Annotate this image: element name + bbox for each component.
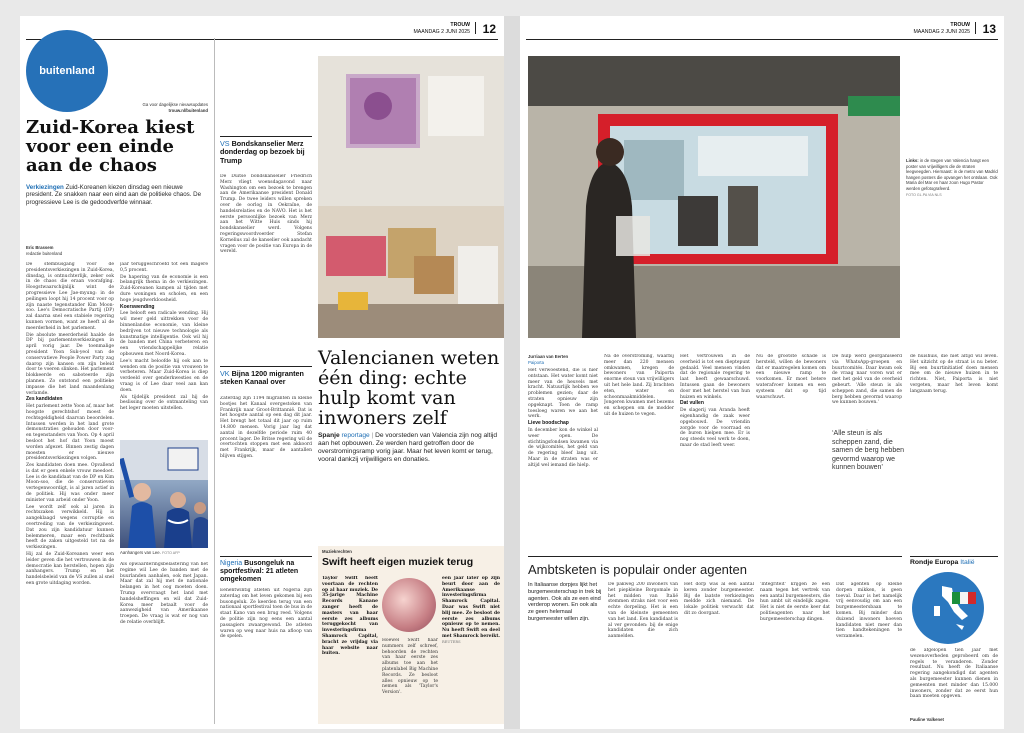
intro-label: Verkiezingen: [26, 184, 64, 191]
subheading: Koerswending: [120, 303, 155, 310]
supporters-illustration: [120, 440, 208, 548]
brief3-title: Busongeluk na sportfestival: 21 atleten omgekomen: [220, 560, 299, 584]
caption-text: Aanhangers van Lee.: [120, 550, 161, 555]
body-paragraph: Lee belooft een radicale wending. Hij wil meer geld uittrekken voor de binnenlandse economie, van kleine bedrijven tot nieuwe technologie als kunstmatige intelligentie. Ook wil hij de banden met China verbeteren en een vriendschappelijke relatie opbouwen met Noord-Korea.: [120, 311, 208, 357]
music-credit: REUTERS: [442, 639, 461, 644]
page-number: 12: [482, 22, 496, 36]
body-paragraph: Het verwoestend, die is hier ontstaan. Het water komt niet meer van de heuvels met kracht. Natuurlijk hebben we problemen gezien; daar de straten opnieuw zijn opgeknapt. Toen de ramp toesloeg waren we aan het werk.: [528, 368, 598, 420]
section-tagline: [116, 102, 208, 113]
brief3-kicker: Nigeria: [220, 560, 243, 567]
caption-text: in de stegen van Valencia hangt een poster van vrijwilligers die de straten leegveegden. Hiernaast: in de metro van Madrid hangen posters die opvangen het ontslaan. Ook Maria del Mar en haar zoon Hugo Pastor werden gefotografeerd.: [906, 158, 998, 191]
subheading: Zes kandidaten: [26, 396, 63, 403]
subheading: Dat vullen: [680, 400, 704, 407]
feature-kicker: Spanje: [318, 432, 340, 439]
intro-text: Zuid-Koreanen kiezen dinsdag een nieuwe president. Ze snakken naar een eind aan de politieke chaos. De progressieve Lee is de gedoodverfde winnaar.: [26, 184, 202, 206]
metro-photo-caption: [906, 158, 998, 199]
music-headline: Swift heeft eigen muziek terug: [322, 556, 474, 568]
body-paragraph: De stembusgang voor de presidentsverkiezingen in Zuid-Korea, dinsdag, is ontnuchterlijk, zeker ook in de chaos die eraan voorafging. Hoogstwaarschijnlijk wint de progressieve Lee Jae-myung: in de peilingen loopt hij 14 procent voor op zijn naaste tegenstander Kim Moon-soo. Lee's Democratische Partij (DP) zal daarna snel een stabiele regering kunnen vormen, want ze heeft al de meerderheid in het parlement.: [26, 262, 114, 331]
brief1-body: De Duitse bondskanselier Friedrich Merz vliegt woensdagavond naar Washington om een bezoek te brengen aan de Amerikaanse president Donald Trump. De twee leiders willen spreken over de oorlog in Oekraïne, de handelsrelaties en de NAVO. Het is het eerste persoonlijke bezoek van Merz aan het Witte Huis sinds hij bondskanselier werd. Volgens regeringswoordvoerder Stefan Kornelius zal de kanselier ook aandacht vragen voor de positie van Europa in de wereld.: [220, 174, 312, 255]
right-page: [520, 16, 1004, 729]
lead-body-col1: [26, 262, 114, 724]
section-link[interactable]: trouw.nl/buitenland: [168, 107, 208, 113]
ambt-standfirst: In Italiaanse dorpjes lijkt het burgemeesterschap in trek bij agenten. Ook als ze een eind verderop wonen. En ook als ze geen helemaal burgemeester willen zijn.: [528, 582, 602, 622]
author-name: Eric Brassem: [26, 245, 54, 250]
issue-date: MAANDAG 2 JUNI 2025: [413, 28, 470, 35]
body-paragraph: Die absolute meerderheid haalde de DP bij parlementsverkiezingen in april vorig jaar. De toenmalige president Yoon Suk-yeol van de conservatieve People Power Party zag daarop zijn kansen om zijn beleid door te voeren slinken. Het parlement blokkeerde en saboteerde zijn plannen. Zo ontstond een politieke impasse die het land maandenlang verlamde.: [26, 332, 114, 396]
feature-col2: Na de overstroming, waarbij meer dan 220 mensen omkwamen, kregen de bewoners van Paiporta enorme steun van vrijwilligers uit het hele land. Zij brachten eten, water en schoonmaakmiddelen. Jongeren kwamen met bezems en scheppen om de modder uit de huizen te vegen.: [604, 354, 674, 417]
metro-station-illustration: [528, 56, 900, 338]
feature-col1: [528, 368, 598, 548]
spread-gutter: [504, 16, 520, 729]
ambt-col2: Het dorp was al een aantal keren zonder burgemeester. Bij de laatste verkiezingen meldde zich niemand. De lokale politiek verwacht dat dit zo doorgaat.: [684, 582, 754, 616]
lead-photo-caption: [120, 550, 208, 557]
music-col3: [442, 576, 500, 720]
feature-col5: De hulp werd georganiseerd via WhatsApp-groepen en buurtcomités. Daar kwam ook de vraag naar voren wat er met het geld van de overheid gebeurt. 'Alle steun is als scheppen zand, die samen de berg hebben gevormd waarop we kunnen bouwen.': [832, 354, 902, 406]
header-meta: [413, 22, 470, 35]
brief1-headline: [220, 140, 312, 165]
brief1-kicker: VS: [220, 139, 230, 148]
metro-photo: [528, 56, 900, 338]
rondje-label: Rondje Europa: [910, 559, 959, 566]
brief2-title: Bijna 1200 migranten steken Kanaal over: [220, 369, 304, 387]
ambt-headline: Ambtsketen is populair onder agenten: [528, 562, 747, 577]
page-header: [26, 22, 498, 40]
lead-photo: [120, 440, 208, 548]
lead-body-col2: [120, 262, 208, 434]
body-paragraph: Lee's macht beloofde hij ook aan te wenden om de positie van vrouwen te verbeteren. Maar Zuid-Korea is diep verdeeld over genderkwesties en de vraag is of Lee daar veel aan kan doen.: [120, 358, 208, 393]
photo-credit: FOTO AFP: [162, 551, 180, 555]
rondje-country: Italië: [960, 559, 975, 566]
feature-col3: [680, 354, 750, 548]
tagline-text: Ga voor dagelijkse nieuwsupdates: [142, 102, 208, 107]
valencia-shop-illustration: [318, 56, 504, 338]
photo-credit: FOTO GL.PA VIA NLS: [906, 193, 942, 197]
brief2-kicker: VK: [220, 369, 230, 378]
lead-headline: Zuid-Korea kiest voor een einde aan de chaos: [26, 117, 195, 176]
section-badge-label: buitenland: [39, 65, 95, 77]
feature-standfirst: Spanje reportage | De voorsteden van Valencia zijn nog altijd aan het opbouwen. Ze werden hard getroffen door de overstromingsramp vorig jaar. Maar het leven komt er terug, vooral dankzij vrijwilligers en donaties.: [318, 432, 498, 463]
italy-map-icon: [912, 572, 984, 644]
page-number: 13: [982, 22, 996, 36]
music-label: Muziekrechten: [322, 549, 352, 554]
feature-col4: Nu de grootste schade is hersteld, willen de bewoners dat er maatregelen komen om een nieuwe ramp te voorkomen. Er moet betere waterafvoer komen en een systeem dat op tijd waarschuwt.: [756, 354, 826, 400]
caption-label: Links:: [906, 158, 919, 163]
page-header: [526, 22, 998, 40]
italy-map-badge: [912, 572, 984, 644]
body-paragraph: De hapering van de economie is een belangrijk thema in de verkiezingen. Zuid-Koreanen kampen al tijden met dure woningen en scholen, en een hoge jeugdwerkloosheid.: [120, 274, 208, 303]
valencia-photo-left: [318, 56, 504, 338]
body-paragraph: Het parlement zette Yoon af, maar het hoogste gerechtshof moest de rechtsgeldigheid daarvan beoordelen. Intussen werden in het land grote demonstraties gehouden door voor- en tegenstanders van Yoon. Op 4 april besloot het hof dat Yoon moest worden afgezet. Binnen zestig dagen moesten er nieuwe presidentsverkiezingen volgen.: [26, 404, 114, 462]
section-badge: [26, 30, 108, 112]
ambt-col3: 'Integriteit' krijgen ze een naam tegen het vertrek van een aantal burgemeesters, die hun ambt uit eindelijk zagen. Het is niet de eerste keer dat politieagenten naar het burgemeesterschap dingen.: [760, 582, 830, 622]
paper-name: TROUW: [450, 22, 470, 28]
paper-name: TROUW: [950, 22, 970, 28]
swift-photo: [382, 578, 436, 632]
body-paragraph: Het vertrouwen in de overheid is tot een dieptepunt gedaald. Veel mensen vinden dat de regionale regering te laat heeft gewaarschuwd. Intussen gaan de bewoners door met het herstel van hun huizen en winkels.: [680, 354, 750, 400]
left-page: [20, 16, 504, 729]
feature-author: Jurriaan van Eerten: [528, 354, 569, 359]
feature-pullquote: ‘Alle steun is als scheppen zand, die samen de berg hebben gevormd waarop we kunnen bouwen’: [832, 430, 904, 472]
body-paragraph: jaar teruggeschroefd tot een magere 0,5 procent.: [120, 262, 208, 273]
feature-place: Paiporta: [528, 359, 545, 365]
rondje-title: [910, 559, 1000, 566]
feature-headline: Valencianen weten één ding: echte hulp komt van inwoners zelf: [318, 347, 500, 429]
body-paragraph: Als opwaarderingsbelastering van het regime wil Lee de banden met de buurlanden aanhalen, ook met Japan. Maar dat zal hij met de nationale belangen in het oog moeten doen. Trump overvraagt het land met handelsheffingen en wil dat Zuid-Korea meer betaalt voor de aanwezigheid van Amerikaanse troepen. De vraag is wat er nog van de relatie overblijft.: [120, 562, 208, 625]
feature-col6: de huishuis, die niet altijd wil leven. Het uitzicht op de straat is nu beter. Bij een buurtinitiatief doen mensen mee om de nieuwe huizen in te richten. Niet, Paiporta is niet vergeten, maar het leven komt langzaam terug.: [910, 354, 998, 394]
header-meta: [913, 22, 970, 35]
feature-kicker-tag: reportage: [341, 432, 370, 439]
brief3-headline: [220, 560, 312, 585]
music-col3-text: een jaar later op zijn beurt door aan de Amerikaanse investeringsfirma Shamrock Capital. Daar was Swift niet blij mee. Ze besloot de eerste zes albums opnieuw op te nemen. Nu heeft Swift en deel met Shamrock bereikt.: [442, 576, 500, 639]
standfirst-text: De voorsteden van Valencia zijn nog altijd aan het opbouwen. Ze werden hard getroffen door de overstromingsramp vorig jaar. Maar het leven komt er terug, vooral dankzij vrijwilligers en donaties.: [318, 432, 498, 463]
music-box: [318, 546, 504, 724]
body-paragraph: In december kon de winkel al weer open. De stichtingsfondsen kwamen via de wijkcomités, het geld van de regering bleef lang uit. Maar in de straten was er altijd wel iemand die hielp.: [528, 427, 598, 468]
body-paragraph: De slagerij van Aranda heeft eigenhandig de zaak weer opgebouwd. De vriendin zorgde voor de voorraad en de buren hielpen mee. Er is nog steeds veel werk te doen, maar de stad leeft weer.: [680, 408, 750, 448]
body-paragraph: Lee wordt zelf ook al jaren in rechtszaken verwikkeld. Hij is aangeklaagd wegens corruptie en overtreding van de verkiezingswet. Dat zou zijn kandidatuur kunnen belemmeren, maar een rechtbank heeft de zaken uitgesteld tot na de verkiezingen.: [26, 504, 114, 551]
issue-date: MAANDAG 2 JUNI 2025: [913, 28, 970, 35]
byline: [26, 245, 146, 256]
lead-body-col2b: [120, 562, 208, 724]
brief2-headline: [220, 370, 312, 387]
music-col2: Hoewel Swift haar nummers zelf schreef, behoorden de rechten van haar eerste zes albums toe aan het platenlabel Big Machine Records. Ze besloot alles opnieuw op te nemen als 'Taylor's Version'.: [382, 638, 438, 696]
subheading: Lieve boodschap: [528, 420, 569, 427]
brief3-body: Eenentwintig atleten uit Nigeria zijn zaterdag om het leven gekomen bij een busongeluk. Ze keerden terug van een nationaal sportfestival toen de bus in de staat Kano van een brug reed. Volgens de politie zijn nog eens een aantal passagiers zwaargewond. De atleten waren op weg naar huis na afloop van de spelen.: [220, 588, 312, 640]
ambt-col1: De pakweg 200 inwoners van het piepkleine Borgomale in het midden van Italië stemmen straks niet voor een echte dorpeling. Het is een van de kleinste gemeenten van het land. Een kandidaat is al ver gevonden: bij de enige kandidaten die zich aanmelden.: [608, 582, 678, 640]
body-paragraph: Hij zal de Zuid-Koreanen weer een leider geven die het vertrouwen in de democratie kan herstellen, hopen zijn aanhangers. Trump en het handelsbeleid van de VS zullen al snel een grote uitdaging worden.: [26, 552, 114, 587]
brief1-title: Bondskanselier Merz donderdag op bezoek bij Trump: [220, 139, 305, 165]
rondje-author: Pauline Valkenet: [910, 717, 944, 722]
music-lead: Taylor Swift heeft voortaan de rechten op al haar muziek. De 35-jarige Machine Records Kanane zanger heeft de masters van haar eerste zes albums teruggekocht van investeringsfirma Shamrock Capital, bracht ze vrijdag via haar website naar buiten.: [322, 576, 378, 657]
author-role: redactie buitenland: [26, 250, 63, 256]
brief2-body: Zaterdag zijn 1194 migranten in kleine bootjes het Kanaal overgestoken van Frankrijk naar Groot-Brittannië. Dat is het hoogste aantal op een dag dit jaar. Het brengt het totaal dit jaar op ruim 14.800 mensen. Vorig jaar lag dat aantal in dezelfde periode ruim 40 procent lager. De Britse regering wil de overtochten stoppen met een akkoord met Frankrijk, maar de aantallen blijven stijgen.: [220, 396, 312, 459]
lead-intro: [26, 184, 206, 206]
feature-byline: [528, 354, 598, 365]
body-paragraph: Als tijdelijk president zal hij de beslissing over de ontmanteling van het leger moeten uitstellen.: [120, 394, 208, 412]
rondje-body: de afgelopen tien jaar met wezenoverheden geprobeerd om de regels te veranderen. Zonder resultaat. Nu heeft de Italiaanse regering aangekondigd dat agenten als burgemeester kunnen dienen in gemeenten met minder dan 15.000 inwoners, zonder dat ze eerst hun baan moeten opgeven.: [910, 648, 998, 700]
body-paragraph: Zes kandidaten doen mee. Opvallend is dat er geen enkele vrouw meedoet. Lee is de kandidaat van de DP en Kim Moon-soo, die de conservatieven vertegenwoordigt, is al jaren actief in de politiek. Hij was onder meer minister van arbeid onder Yoon.: [26, 463, 114, 503]
ambt-col4: Dat agenten op kleine dorpen mikken, is geen toeval. Daar is het namelijk vrij eenvoudig om aan een burgemeestersbaan te komen. Bij minder dan duizend inwoners hoeven kandidaten niet meer dan tien handtekeningen te verzamelen.: [836, 582, 902, 640]
